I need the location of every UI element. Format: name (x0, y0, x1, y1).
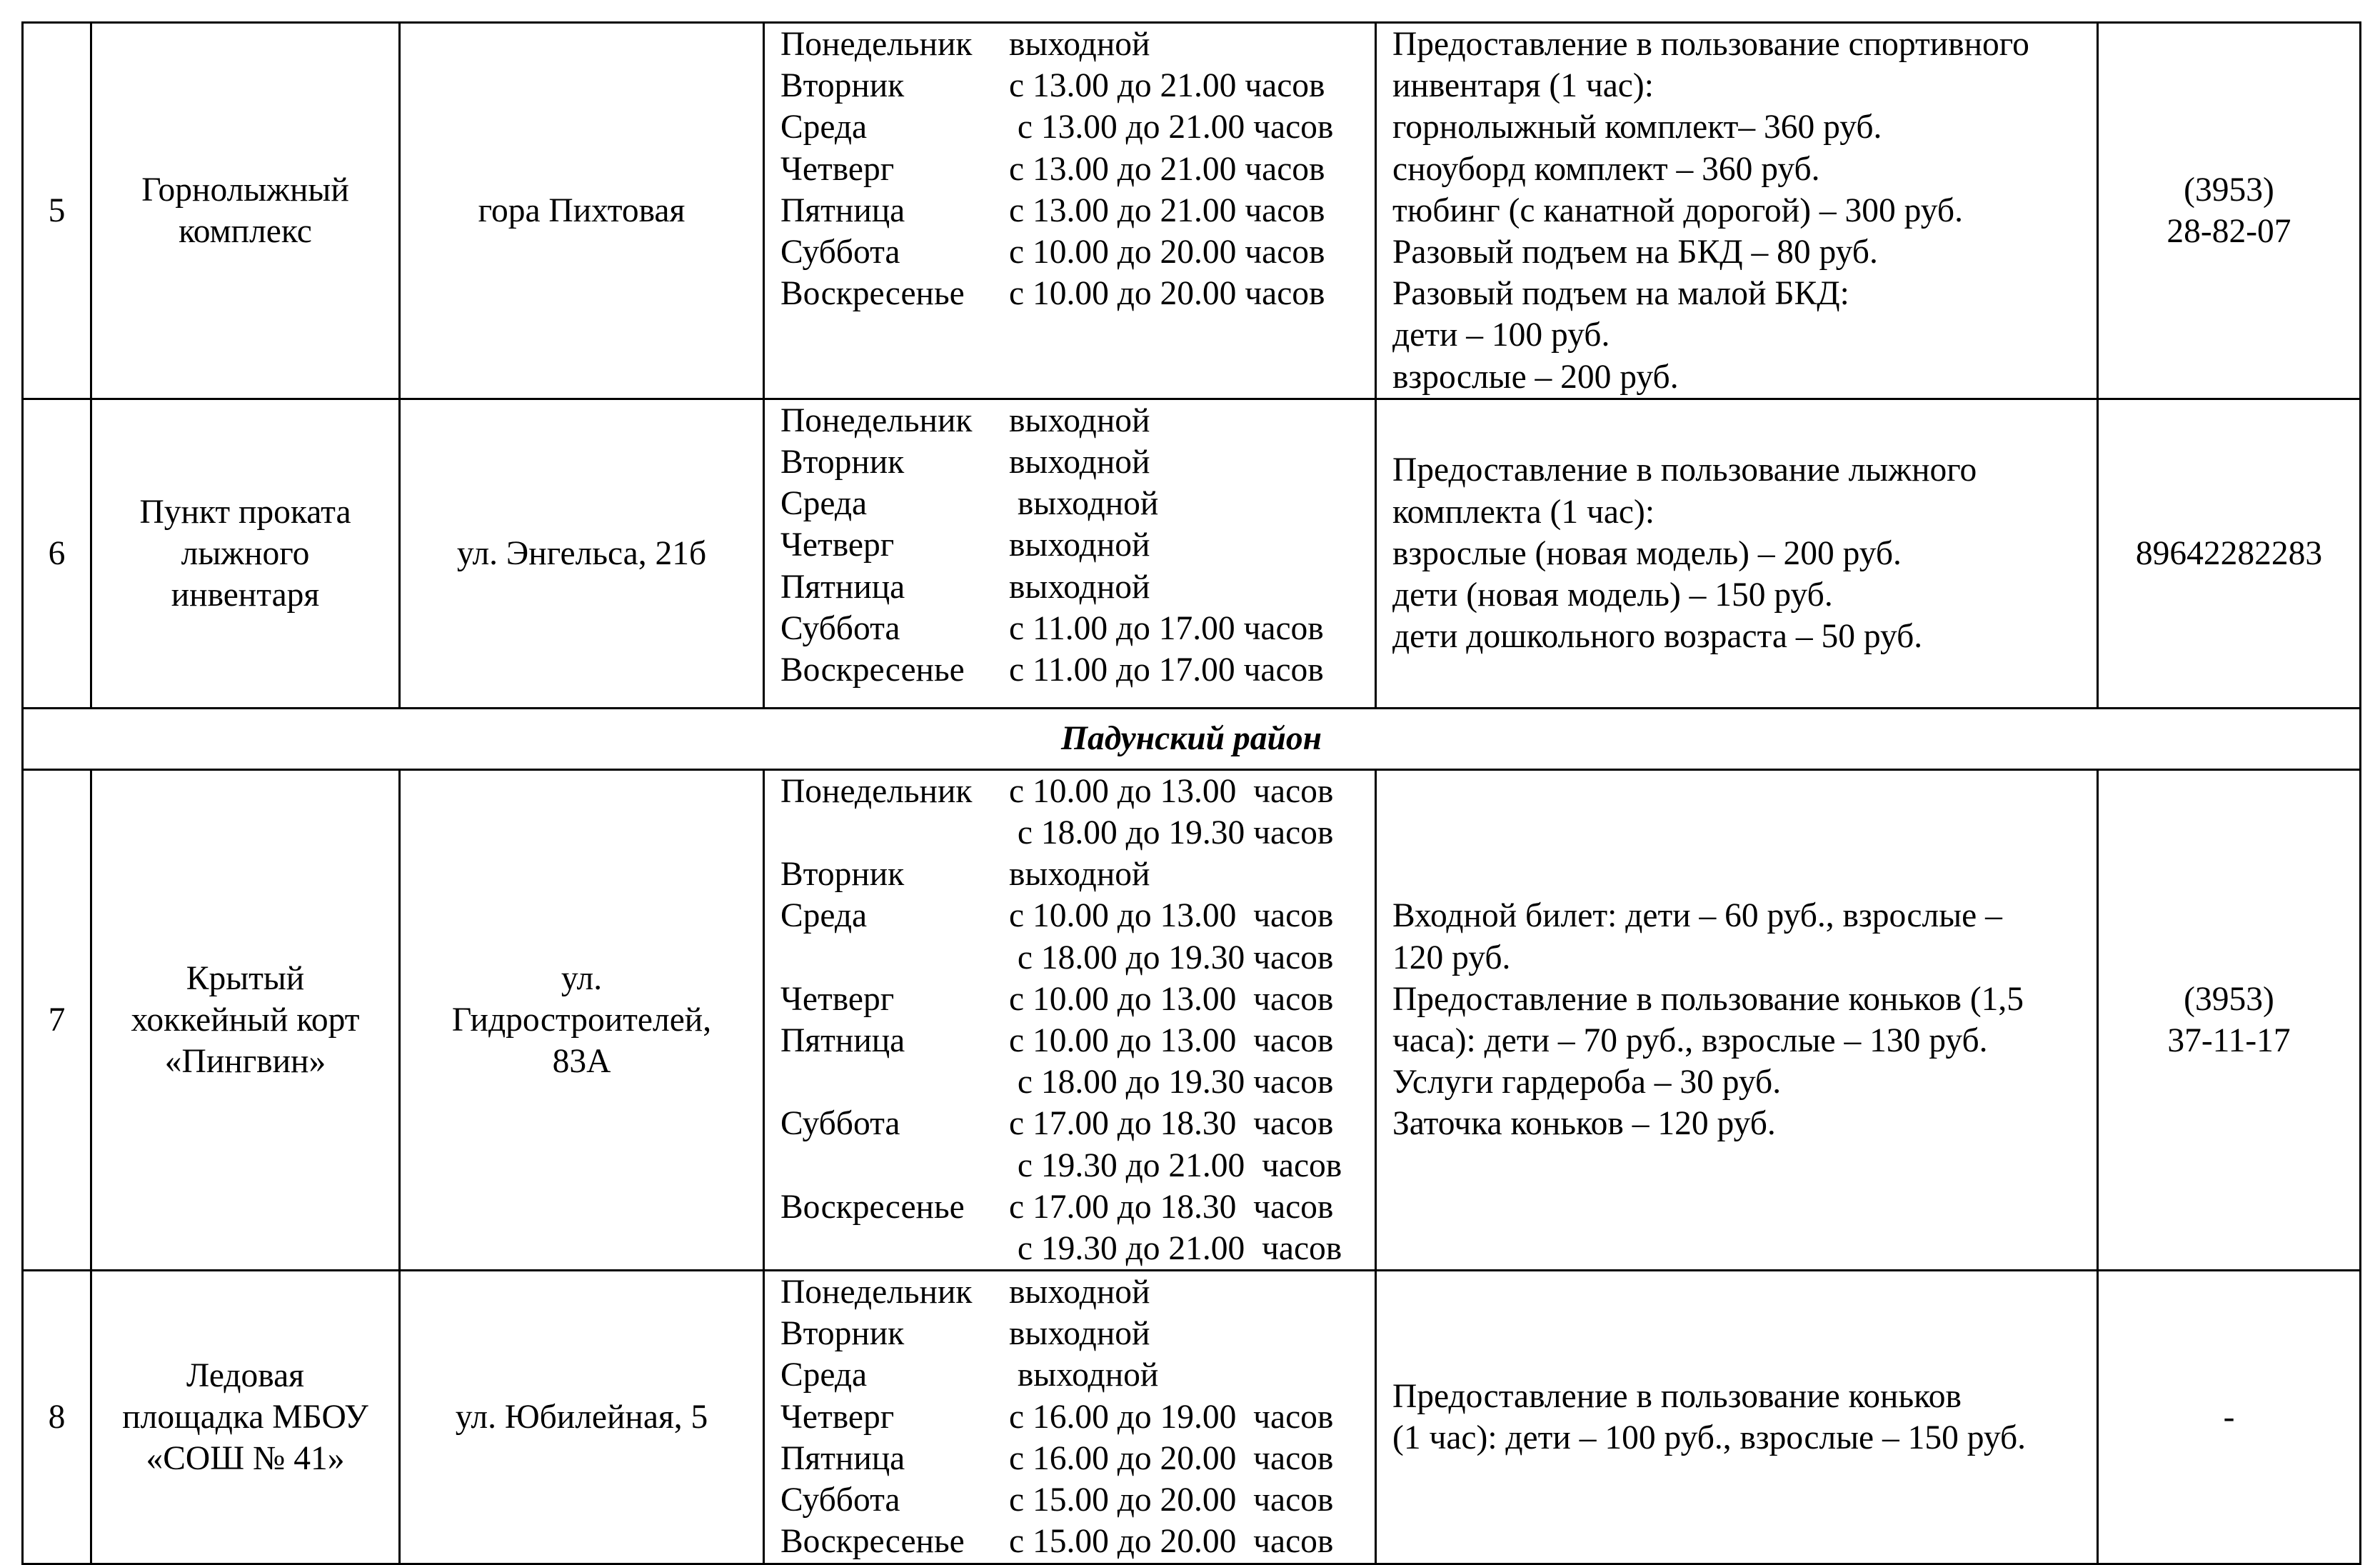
venue-services (1376, 769, 2098, 1270)
venue-services-line: Предоставление в пользование коньков (1,5 (1392, 980, 2024, 1018)
venue-address (400, 23, 764, 399)
venue-services-line: взрослые – 200 руб. (1392, 358, 1679, 396)
schedule-hours: с 17.00 до 18.30 часов (1009, 1188, 1334, 1226)
venue-address (400, 769, 764, 1270)
schedule-day: Понедельник (780, 772, 973, 810)
schedule-line (780, 812, 1375, 854)
schedule-line (780, 1271, 1375, 1313)
schedule-line (780, 1521, 1375, 1562)
venue-name-line: Крытый (186, 959, 305, 997)
row-number: 8 (23, 1271, 91, 1564)
schedule-day: Суббота (780, 233, 900, 271)
schedule-line (780, 979, 1375, 1020)
schedule-hours: выходной (1009, 444, 1150, 481)
venue-services-line: дети дошкольного возраста – 50 руб. (1392, 618, 1923, 656)
venue-name (91, 399, 400, 708)
schedule-hours: с 17.00 до 18.30 часов (1009, 1105, 1334, 1143)
venue-name-line: «Пингвин» (164, 1043, 326, 1081)
venue-address-line: ул. Юбилейная, 5 (455, 1398, 708, 1436)
schedule-day: Среда (780, 109, 868, 146)
row-number: 6 (23, 399, 91, 708)
venue-services (1376, 23, 2098, 399)
venue-name-line: Горнолыжный (141, 171, 349, 209)
schedule-line (780, 649, 1375, 691)
schedule-day: Пятница (780, 1021, 905, 1059)
table-row (23, 769, 2361, 1270)
schedule-line (780, 441, 1375, 483)
schedule-line (780, 24, 1375, 65)
venue-name-line: площадка МБОУ (122, 1398, 368, 1436)
venue-address-line: гора Пихтовая (478, 191, 686, 229)
schedule-line (780, 524, 1375, 566)
venue-services (1376, 1271, 2098, 1564)
schedule-line (780, 608, 1375, 649)
venue-services-line: комплекта (1 час): (1392, 493, 1655, 531)
venue-services-line: дети – 100 руб. (1392, 316, 1610, 354)
schedule-hours: с 18.00 до 19.30 часов (1009, 814, 1334, 852)
venues-table (21, 21, 2361, 1565)
venue-services-line: Заточка коньков – 120 руб. (1392, 1105, 1776, 1143)
venue-address (400, 1271, 764, 1564)
schedule-line (780, 273, 1375, 314)
schedule-line (780, 1186, 1375, 1228)
schedule-day: Вторник (780, 1315, 905, 1353)
table-row (23, 1271, 2361, 1564)
venue-services-line: сноуборд комплект – 360 руб. (1392, 150, 1820, 188)
schedule-day: Вторник (780, 67, 905, 105)
venue-phone (2098, 23, 2361, 399)
venue-address (400, 399, 764, 708)
schedule-hours: выходной (1009, 401, 1150, 439)
venue-phone-line: 89642282283 (2135, 534, 2323, 572)
schedule-line (780, 1103, 1375, 1144)
schedule-hours: с 10.00 до 13.00 часов (1009, 772, 1334, 810)
schedule-hours: с 13.00 до 21.00 часов (1009, 150, 1325, 188)
schedule-line (780, 1354, 1375, 1396)
table-row (23, 399, 2361, 708)
venue-services-line: Разовый подъем на БКД – 80 руб. (1392, 234, 1878, 271)
venue-name (91, 769, 400, 1270)
schedule-hours: выходной (1009, 1315, 1150, 1353)
schedule-line (780, 895, 1375, 936)
schedule-hours: с 11.00 до 17.00 часов (1009, 609, 1324, 647)
schedule-hours: выходной (1009, 526, 1150, 564)
schedule-day: Среда (780, 1356, 868, 1394)
schedule-line (780, 65, 1375, 106)
venue-name (91, 23, 400, 399)
schedule-line (780, 1020, 1375, 1061)
schedule-hours: с 19.30 до 21.00 часов (1009, 1146, 1342, 1184)
table-row (23, 23, 2361, 399)
venue-name-line: «СОШ № 41» (146, 1440, 345, 1478)
schedule-line (780, 1479, 1375, 1521)
section-title: Падунский район (23, 708, 2361, 769)
schedule-hours: выходной (1009, 856, 1150, 894)
venue-services-line: Услуги гардероба – 30 руб. (1392, 1064, 1782, 1101)
schedule-line (780, 566, 1375, 608)
schedule-day: Суббота (780, 1481, 900, 1519)
venue-phone (2098, 399, 2361, 708)
schedule-hours: с 15.00 до 20.00 часов (1009, 1523, 1334, 1561)
venue-phone-line: (3953) (2184, 171, 2274, 209)
schedule-line (780, 1145, 1375, 1186)
venue-services-line: Предоставление в пользование спортивного (1392, 26, 2029, 63)
schedule-line (780, 400, 1375, 441)
schedule-day: Четверг (780, 526, 895, 564)
venue-schedule (764, 769, 1376, 1270)
schedule-day: Понедельник (780, 1274, 973, 1311)
venue-schedule (764, 1271, 1376, 1564)
schedule-line (780, 771, 1375, 812)
row-number: 5 (23, 23, 91, 399)
schedule-day: Четверг (780, 1398, 895, 1436)
venue-name-line: Ледовая (186, 1356, 304, 1394)
venue-name-line: комплекс (179, 212, 312, 250)
schedule-day: Воскресенье (780, 1523, 965, 1561)
schedule-day: Четверг (780, 980, 895, 1018)
schedule-hours: выходной (1009, 568, 1150, 606)
venue-schedule (764, 399, 1376, 708)
schedule-hours: с 16.00 до 19.00 часов (1009, 1398, 1334, 1436)
schedule-line (780, 937, 1375, 979)
schedule-hours: выходной (1009, 1274, 1150, 1311)
schedule-hours: с 18.00 до 19.30 часов (1009, 939, 1334, 976)
venue-phone-line: (3953) (2184, 980, 2274, 1018)
venue-name-line: лыжного (181, 534, 310, 572)
schedule-hours: с 11.00 до 17.00 часов (1009, 651, 1324, 689)
venue-phone-line: 37-11-17 (2167, 1021, 2291, 1059)
venue-schedule (764, 23, 1376, 399)
schedule-hours: с 16.00 до 20.00 часов (1009, 1439, 1334, 1477)
venue-name-line: Пункт проката (139, 493, 351, 531)
venue-services-line: дети (новая модель) – 150 руб. (1392, 576, 1833, 614)
schedule-day: Понедельник (780, 26, 973, 63)
schedule-line (780, 106, 1375, 148)
venue-services-line: Разовый подъем на малой БКД: (1392, 275, 1849, 313)
venue-services-line: тюбинг (с канатной дорогой) – 300 руб. (1392, 191, 1963, 229)
schedule-hours: с 10.00 до 13.00 часов (1009, 1021, 1334, 1059)
schedule-hours: с 10.00 до 20.00 часов (1009, 275, 1325, 313)
schedule-hours: с 10.00 до 13.00 часов (1009, 897, 1334, 935)
schedule-line (780, 854, 1375, 895)
venue-services-line: Предоставление в пользование коньков (1392, 1377, 1962, 1415)
venue-address-line: ул. Энгельса, 21б (456, 534, 707, 572)
schedule-day: Среда (780, 897, 868, 935)
schedule-line (780, 483, 1375, 524)
venue-address-line: Гидростроителей, (451, 1001, 712, 1039)
schedule-day: Вторник (780, 444, 905, 481)
schedule-hours: с 13.00 до 21.00 часов (1009, 109, 1334, 146)
venue-services-line: Входной билет: дети – 60 руб., взрослые – (1392, 897, 2002, 935)
venue-phone-line: 28-82-07 (2166, 212, 2291, 250)
schedule-day: Суббота (780, 1105, 900, 1143)
schedule-day: Среда (780, 485, 868, 523)
venue-phone-line: - (2223, 1398, 2235, 1436)
venue-services-line: (1 час): дети – 100 руб., взрослые – 150 руб. (1392, 1419, 2027, 1457)
venue-name (91, 1271, 400, 1564)
venue-phone (2098, 769, 2361, 1270)
schedule-hours: с 13.00 до 21.00 часов (1009, 191, 1325, 229)
venue-services (1376, 399, 2098, 708)
schedule-day: Воскресенье (780, 275, 965, 313)
venue-phone (2098, 1271, 2361, 1564)
schedule-day: Суббота (780, 609, 900, 647)
schedule-day: Вторник (780, 856, 905, 894)
schedule-day: Пятница (780, 191, 905, 229)
schedule-line (780, 1061, 1375, 1103)
schedule-day: Четверг (780, 150, 895, 188)
venue-address-line: ул. (561, 959, 603, 997)
venue-services-line: 120 руб. (1392, 939, 1511, 976)
venue-name-line: инвентаря (171, 576, 320, 614)
venue-address-line: 83А (552, 1043, 611, 1081)
schedule-line (780, 1228, 1375, 1269)
venue-services-line: инвентаря (1 час): (1392, 67, 1654, 105)
venue-services-line: горнолыжный комплект– 360 руб. (1392, 109, 1882, 146)
schedule-line (780, 1438, 1375, 1479)
schedule-line (780, 190, 1375, 231)
schedule-line (780, 1396, 1375, 1438)
schedule-day: Пятница (780, 568, 905, 606)
schedule-line (780, 149, 1375, 190)
venues-table-body (23, 23, 2361, 1564)
venue-services-line: часа): дети – 70 руб., взрослые – 130 руб. (1392, 1021, 1988, 1059)
schedule-day: Пятница (780, 1439, 905, 1477)
row-number: 7 (23, 769, 91, 1270)
schedule-hours: с 19.30 до 21.00 часов (1009, 1229, 1342, 1267)
venue-services-line: взрослые (новая модель) – 200 руб. (1392, 534, 1902, 572)
schedule-day: Воскресенье (780, 1188, 965, 1226)
schedule-hours: выходной (1009, 26, 1150, 63)
schedule-hours: с 15.00 до 20.00 часов (1009, 1481, 1334, 1519)
schedule-hours: с 10.00 до 20.00 часов (1009, 233, 1325, 271)
venue-services-line: Предоставление в пользование лыжного (1392, 451, 1977, 489)
schedule-day: Воскресенье (780, 651, 965, 689)
schedule-hours: с 10.00 до 13.00 часов (1009, 980, 1334, 1018)
schedule-hours: с 13.00 до 21.00 часов (1009, 67, 1325, 105)
section-row (23, 708, 2361, 769)
venue-name-line: хоккейный корт (131, 1001, 360, 1039)
schedule-day: Понедельник (780, 401, 973, 439)
schedule-line (780, 231, 1375, 273)
schedule-hours: выходной (1009, 1356, 1159, 1394)
schedule-hours: выходной (1009, 485, 1159, 523)
schedule-line (780, 1313, 1375, 1354)
schedule-hours: с 18.00 до 19.30 часов (1009, 1064, 1334, 1101)
